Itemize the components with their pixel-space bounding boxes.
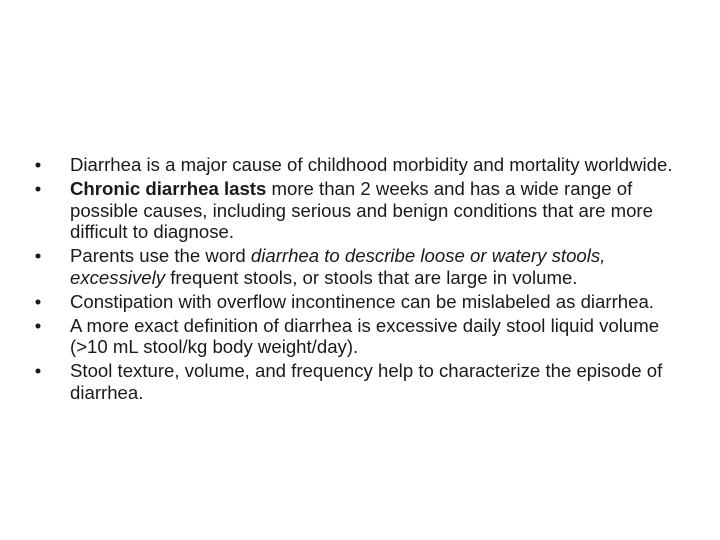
bullet-item-parents-definition [26, 245, 686, 288]
bullet-item-exact-definition [26, 315, 686, 358]
bullet-text [70, 360, 662, 403]
text-run: Constipation with overflow incontinence can be mislabeled as diarrhea. [70, 290, 654, 312]
bullet-text [70, 154, 673, 175]
text-run: Parents use the word [70, 245, 251, 267]
bullet-marker: • [34, 314, 42, 336]
text-run: more than 2 weeks and has a wide range of possible causes, including serious and benign conditions that are more difficult to diagnose. [70, 177, 653, 243]
bullet-text [70, 178, 653, 242]
italic-text-run: diarrhea to describe loose or watery stools, excessively [70, 245, 606, 288]
bullet-marker: • [34, 360, 42, 382]
bullet-item-stool-characteristics [26, 360, 686, 403]
bullet-marker: • [34, 154, 42, 175]
text-run: Stool texture, volume, and frequency help to characterize the episode of diarrhea. [70, 360, 663, 403]
bullet-item-childhood-morbidity [26, 154, 686, 176]
text-run: A more exact definition of diarrhea is excessive daily stool liquid volume (>10 mL stool/kg body weight/day). [70, 314, 660, 358]
bullet-marker: • [34, 290, 42, 312]
bullet-text [70, 245, 605, 288]
bullet-item-chronic-diarrhea [26, 178, 686, 243]
text-run: frequent stools, or stools that are large in volume. [165, 266, 578, 288]
bold-text-run: Chronic diarrhea lasts [70, 177, 267, 199]
bullet-item-constipation [26, 291, 686, 313]
bullet-text [70, 315, 659, 358]
bullet-marker: • [34, 177, 42, 199]
text-run: Diarrhea is a major cause of childhood morbidity and mortality worldwide. [70, 154, 673, 175]
bullet-marker: • [34, 245, 42, 267]
bullet-list [26, 154, 686, 403]
bullet-text [70, 291, 654, 312]
